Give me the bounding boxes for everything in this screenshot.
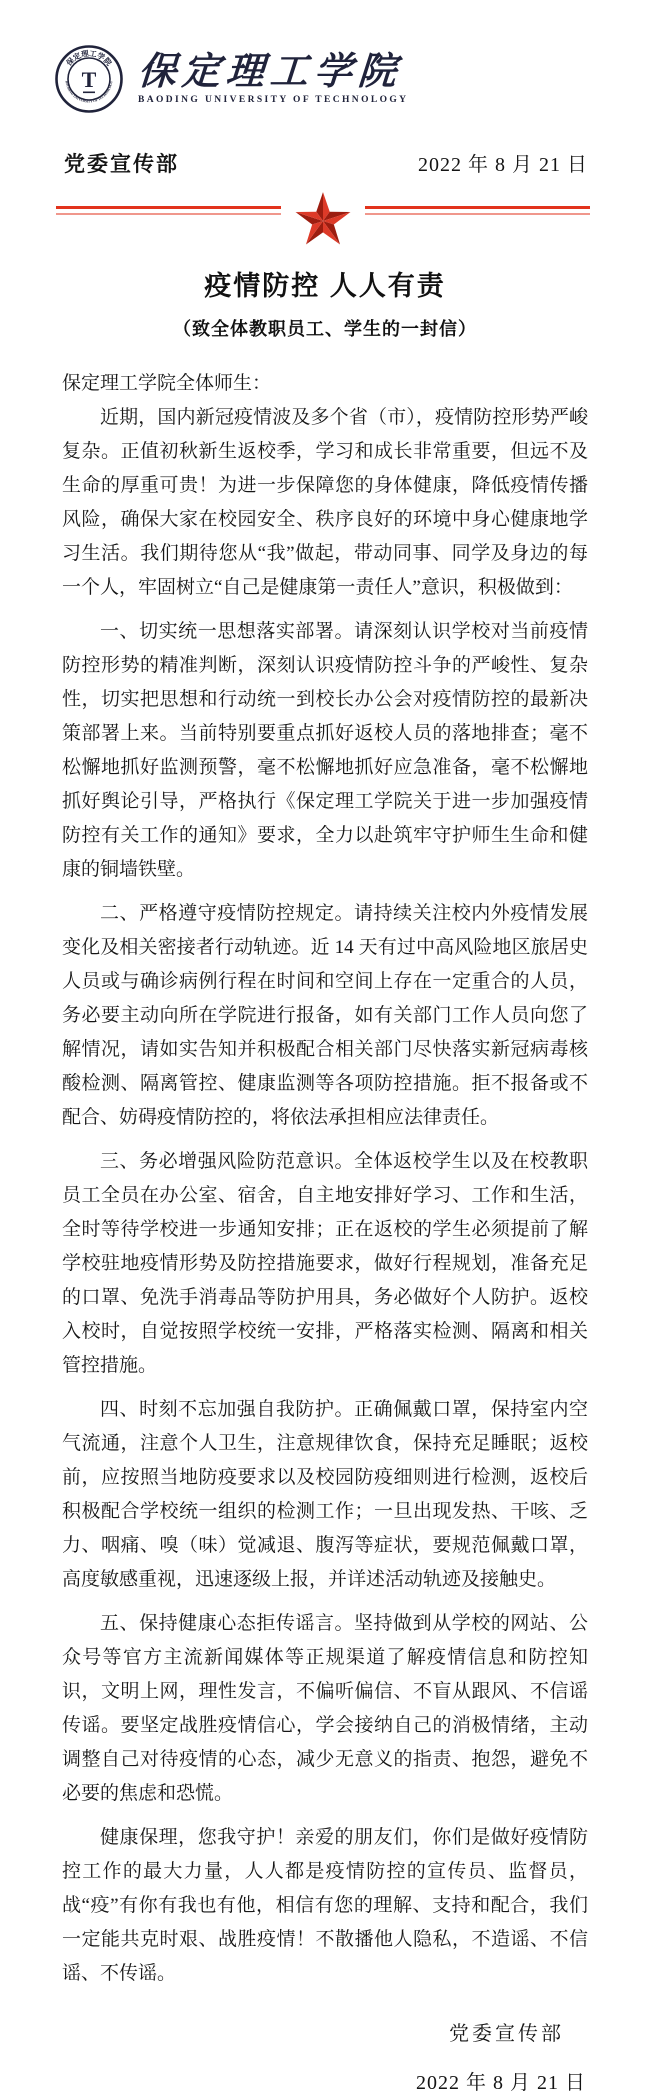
paragraph-4: 三、务必增强风险防范意识。全体返校学生以及在校教职员工全员在办公室、宿舍，自主地安排好学习、工作和生活，全时等待学校进一步通知安排；正在返校的学生必须提前了解学校驻地疫情形势及防控措施要求，做好行程规划，准备充足的口罩、免洗手消毒品等防护用具，务必做好个人防护。返校入校时，自觉按照学校统一安排，严格落实检测、隔离和相关管控措施。 <box>62 1151 588 1376</box>
university-name <box>136 50 409 106</box>
emblem-ring-text-top: 保定理工学院 <box>64 48 114 68</box>
paragraph-7: 健康保理，您我守护！亲爱的朋友们，你们是做好疫情防控工作的最大力量，人人都是疫情防控的宣传员、监督员，战“疫”有你有我也有他，相信有您的理解、支持和配合，我们一定能共克时艰、战胜疫情！不散播他人隐私，不造谣、不信谣、不传谣。 <box>62 1827 588 1984</box>
red-star-icon <box>281 180 365 252</box>
letter-body <box>62 367 588 1991</box>
divider-line-right <box>365 206 590 215</box>
university-name-en: BAODING UNIVERSITY OF TECHNOLOGY <box>138 95 409 106</box>
paragraph-5: 四、时刻不忘加强自我防护。正确佩戴口罩，保持室内空气流通，注意个人卫生，注意规律饮食，保持充足睡眠；返校前，应按照当地防疫要求以及校园防疫细则进行检测，返校后积极配合学校统一组织的检测工作；一旦出现发热、干咳、乏力、咽痛、嗅（味）觉减退、腹泻等症状，要规范佩戴口罩，高度敏感重视，迅速逐级上报，并详述活动轨迹及接触史。 <box>62 1399 588 1590</box>
header-date: 2022 年 8 月 21 日 <box>418 154 588 176</box>
paragraph-2: 一、切实统一思想落实部署。请深刻认识学校对当前疫情防控形势的精准判断，深刻认识疫情防控斗争的严峻性、复杂性，切实把思想和行动统一到校长办公会对疫情防控的最新决策部署上来。当前特别要重点抓好返校人员的落地排查；毫不松懈地抓好监测预警，毫不松懈地抓好应急准备，毫不松懈地抓好舆论引导，严格执行《保定理工学院关于进一步加强疫情防控有关工作的通知》要求，全力以赴筑牢守护师生生命和健康的铜墙铁壁。 <box>62 621 588 880</box>
signature-block <box>0 2017 586 2095</box>
emblem-ring-text-bottom: BAODING UNIVERSITY OF TECHNOLOGY <box>64 80 114 104</box>
signature-department: 党委宣传部 <box>449 2023 564 2045</box>
salutation: 保定理工学院全体师生： <box>62 373 272 394</box>
paragraph-1: 近期，国内新冠疫情波及多个省（市），疫情防控形势严峻复杂。正值初秋新生返校季，学习和成长非常重要，但远不及生命的厚重可贵！为进一步保障您的身体健康，降低疫情传播风险，确保大家在校园安全、秩序良好的环境中身心健康地学习生活。我们期待您从“我”做起，带动同事、同学及身边的每一个人，牢固树立“自己是健康第一责任人”意识，积极做到： <box>62 407 588 598</box>
letter-subtitle: （致全体教职员工、学生的一封信） <box>173 319 477 339</box>
paragraph-6: 五、保持健康心态拒传谣言。坚持做到从学校的网站、公众号等官方主流新闻媒体等正规渠道了解疫情信息和防控知识，文明上网，理性发言，不偏听偏信、不盲从跟风、不信谣传谣。要坚定战胜疫情信心，学会接纳自己的消极情绪，主动调整自己对待疫情的心态，减少无意义的指责、抱怨，避免不必要的焦虑和恐慌。 <box>62 1613 588 1804</box>
document-header <box>64 148 588 178</box>
emblem-letter: T <box>81 67 97 92</box>
red-divider <box>56 184 590 248</box>
letter-title: 疫情防控 人人有责 <box>204 271 446 301</box>
university-emblem-icon <box>54 44 124 114</box>
paragraph-3: 二、严格遵守疫情防控规定。请持续关注校内外疫情发展变化及相关密接者行动轨迹。近 14 天有过中高风险地区旅居史人员或与确诊病例行程在时间和空间上存在一定重合的人员，务必要主动向所在学院进行报备，如有关部门工作人员向您了解情况，请如实告知并积极配合相关部门尽快落实新冠病毒核酸检测、隔离管控、健康监测等各项防控措施。拒不报备或不配合、妨碍疫情防控的，将依法承担相应法律责任。 <box>62 903 588 1128</box>
signature-date: 2022 年 8 月 21 日 <box>416 2072 586 2094</box>
university-logo <box>0 0 650 114</box>
divider-line-left <box>56 206 281 215</box>
university-name-zh: 保定理工学院 <box>136 50 404 93</box>
header-department: 党委宣传部 <box>64 152 179 176</box>
